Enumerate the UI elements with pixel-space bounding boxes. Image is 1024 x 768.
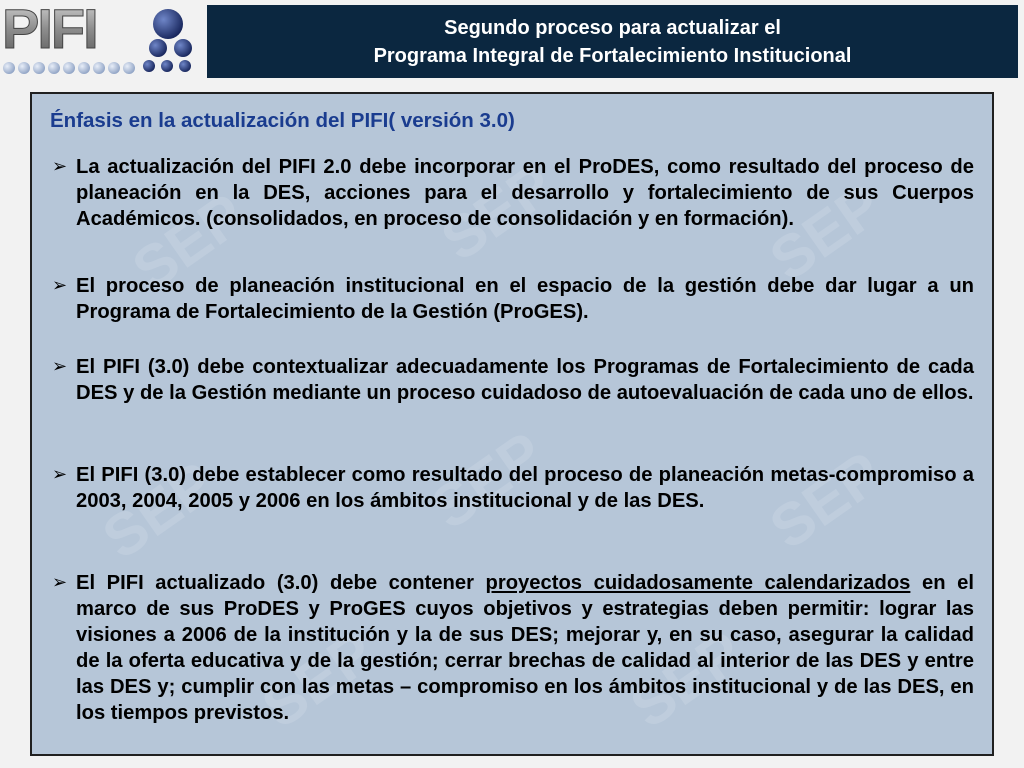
svg-text:SEP: SEP [90, 448, 228, 572]
bullet-text-underlined: proyectos cuidadosamente calendarizados [485, 572, 911, 594]
content-panel [30, 92, 994, 756]
arrow-bullet-icon: ➢ [52, 464, 68, 485]
svg-text:SEP: SEP [120, 180, 257, 304]
svg-text:SEP: SEP [757, 438, 895, 562]
arrow-bullet-icon: ➢ [52, 275, 68, 296]
svg-text:SEP: SEP [429, 150, 566, 274]
slide-title-line-2: Programa Integral de Fortalecimiento Institucional [373, 44, 852, 67]
panel-subtitle: Énfasis en la actualización del PIFI( versión 3.0) [50, 109, 515, 132]
logo-circle [153, 9, 183, 39]
bullet-text: El PIFI (3.0) debe establecer como resultado del proceso de planeación metas-compromiso a 2003, 2004, 2005 y 2006 en los ámbitos institucional y de las DES. [76, 464, 974, 512]
bullet-text: La actualización del PIFI 2.0 debe incorporar en el ProDES, como resultado del proceso de planeación en la DES, acciones para el desarrollo y fortalecimiento de sus Cuerpos Académicos. (consolidados, en proceso de consolidación y en formación). [76, 156, 974, 230]
bullet-item [52, 154, 974, 232]
bullet-item [52, 273, 974, 325]
arrow-bullet-icon: ➢ [52, 156, 68, 177]
slide-title-line-1: Segundo proceso para actualizar el [444, 16, 781, 39]
svg-text:SEP: SEP [757, 170, 895, 294]
logo-circle [174, 39, 192, 57]
logo-text: PIFI [2, 0, 97, 60]
bullet-text: El PIFI (3.0) debe contextualizar adecuadamente los Programas de Fortalecimiento de cada DES y de la Gestión mediante un proceso cuidadoso de autoevaluación de cada uno de ellos. [76, 356, 974, 404]
arrow-bullet-icon: ➢ [52, 356, 68, 377]
logo-circle [161, 60, 173, 72]
logo-circle [179, 60, 191, 72]
svg-text:SEP: SEP [249, 617, 387, 741]
bullet-text: El proceso de planeación institucional en el espacio de la gestión debe dar lugar a un Programa de Fortalecimiento de la Gestión (ProGES). [76, 275, 974, 323]
bullet-text-post: en el marco de sus ProDES y ProGES cuyos objetivos y estrategias deben permitir: lograr las visiones a 2006 de la institución y la de sus DES; mejorar y, en su caso, asegurar la calidad de la oferta educativa y de la gestión; cerrar brechas de calidad al interior de las DES y entre las DES y; cumplir con las metas – compromiso en los ámbitos institucional y de las DES, en los tiempos previstos. [76, 572, 974, 724]
bullet-item [52, 462, 974, 514]
logo-circle [143, 60, 155, 72]
bullet-text-pre: El PIFI actualizado (3.0) debe contener [76, 572, 486, 594]
svg-text:SEP: SEP [618, 617, 755, 741]
svg-text:SEP: SEP [419, 418, 556, 542]
slide-title-banner [207, 5, 1018, 78]
pifi-logo [0, 0, 205, 80]
logo-circle [149, 39, 167, 57]
bullet-item [52, 570, 974, 726]
bullet-item [52, 354, 974, 406]
arrow-bullet-icon: ➢ [52, 572, 68, 593]
